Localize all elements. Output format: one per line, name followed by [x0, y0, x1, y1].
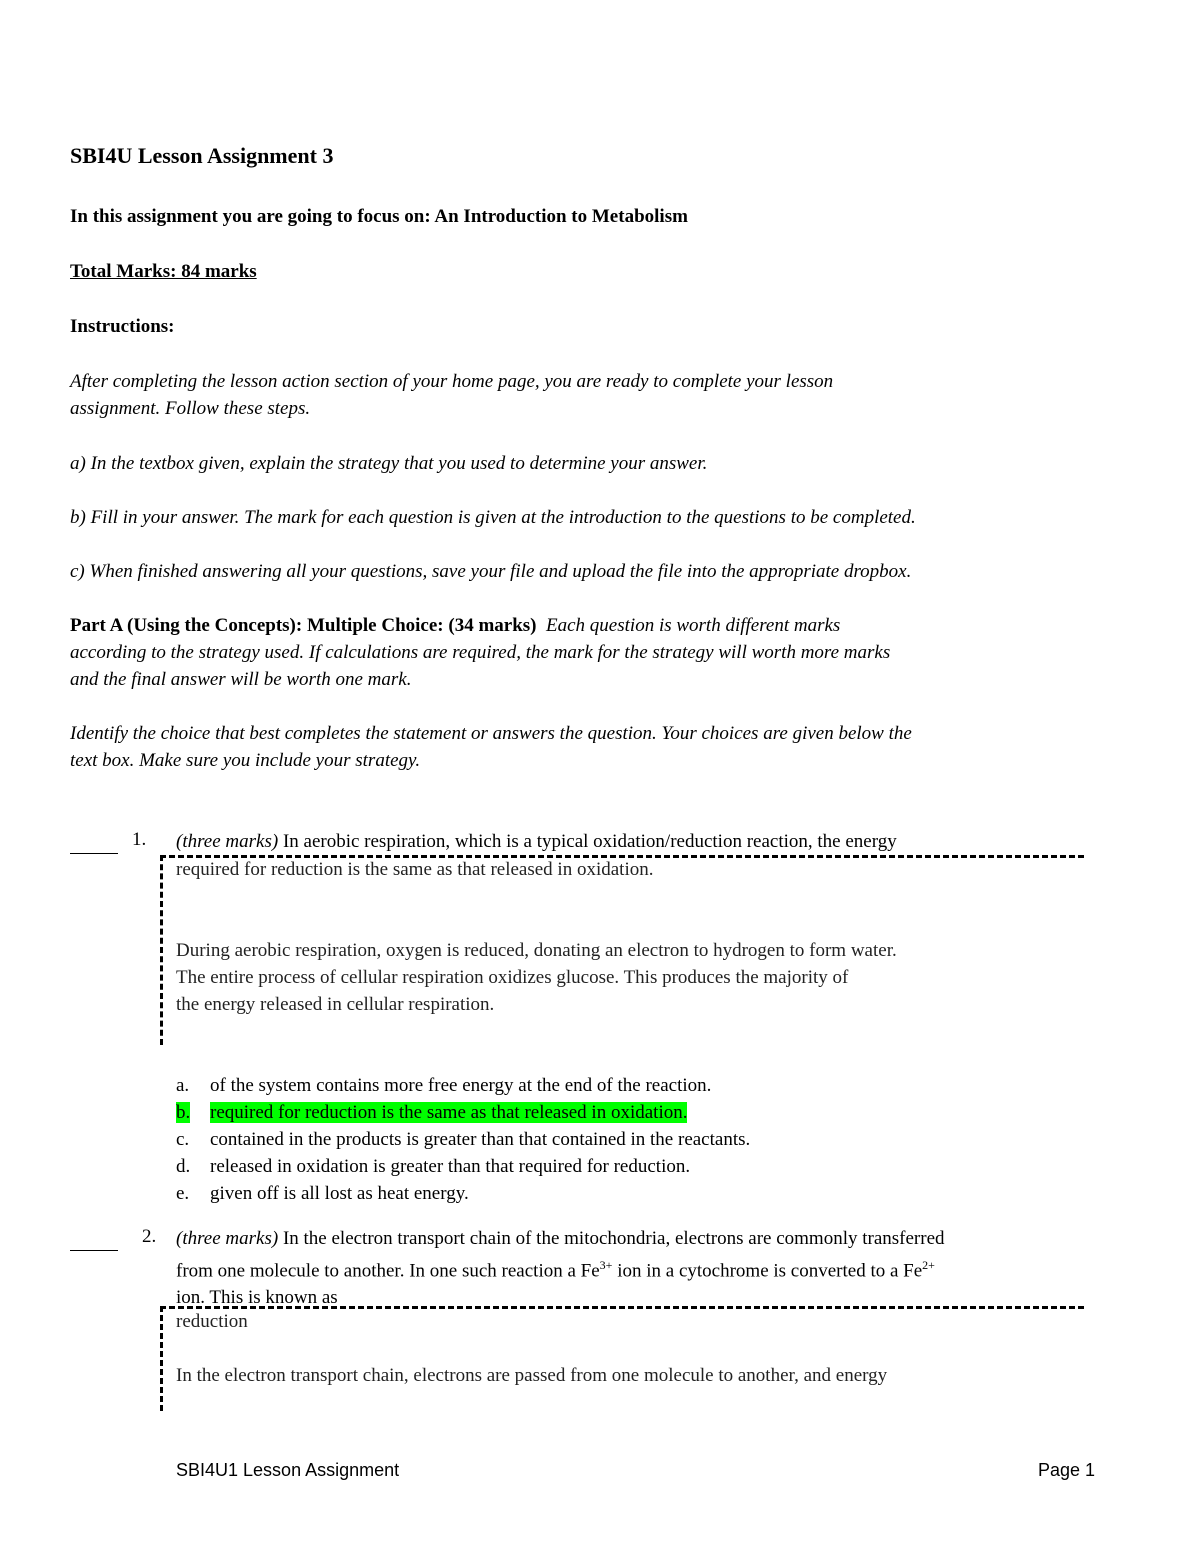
footer-page-number: Page 1	[1038, 1460, 1096, 1480]
step-c: c) When finished answering all your questions, save your file and upload the file into the appropriate dropbox.	[70, 561, 912, 582]
step-b: b) Fill in your answer. The mark for each question is given at the introduction to the questions to be completed.	[70, 507, 916, 528]
q1-strategy-line2: The entire process of cellular respiration oxidizes glucose. This produces the majority of	[176, 967, 849, 988]
identify-line1: Identify the choice that best completes the statement or answers the question. Your choices are given below the	[70, 723, 912, 744]
q2-stem-line3: ion. This is known as	[176, 1287, 338, 1309]
part-a-desc-line2: according to the strategy used. If calculations are required, the mark for the strategy will worth more marks	[70, 642, 891, 663]
q1-options	[176, 1072, 1116, 1207]
footer-document-name: SBI4U1 Lesson Assignment	[176, 1460, 400, 1480]
instructions-intro-line1: After completing the lesson action section of your home page, you are ready to complete your lesson	[70, 371, 834, 392]
q1-strategy-line1: During aerobic respiration, oxygen is reduced, donating an electron to hydrogen to form water.	[176, 940, 897, 961]
part-a-desc-line1: Each question is worth different marks	[546, 615, 841, 636]
q1-stem	[176, 828, 897, 855]
part-a-heading: Part A (Using the Concepts): Multiple Choice: (34 marks)	[70, 615, 537, 636]
q1-option-b[interactable]	[176, 1099, 1116, 1126]
document-title: SBI4U Lesson Assignment 3	[70, 143, 334, 168]
q1-strategy-text[interactable]	[176, 937, 1116, 1018]
q2-stem: (three marks) In the electron transport chain of the mitochondria, electrons are commonly transferred from one molecule to another. In one such reaction a $Fe^{3+}$ ion in a cytochrome is converted to a $Fe^{2+}$ ion. This is known as	[176, 1225, 1136, 1311]
instructions-intro-line2: assignment. Follow these steps.	[70, 398, 311, 419]
q2-number: 2.	[142, 1226, 157, 1247]
q2-strategy-text[interactable]: In the electron transport chain, electrons are passed from one molecule to another, and energy	[176, 1365, 888, 1386]
total-marks: Total Marks: 84 marks	[70, 261, 257, 282]
q1-number: 1.	[132, 829, 147, 850]
q1-option-e[interactable]: e. given off is all lost as heat energy.	[176, 1183, 469, 1204]
q1-option-d[interactable]: d. released in oxidation is greater than that required for reduction.	[176, 1156, 691, 1177]
q2-stem-line1: In the electron transport chain of the mitochondria, electrons are commonly transferred	[282, 1228, 945, 1249]
q1-option-b-text: required for reduction is the same as that released in oxidation.	[210, 1102, 688, 1123]
instructions-label: Instructions:	[70, 316, 175, 337]
q2-answer-blank[interactable]	[70, 1250, 118, 1251]
q1-stem-text: In aerobic respiration, which is a typical oxidation/reduction reaction, the energy	[282, 831, 897, 852]
q1-strategy-line3: the energy released in cellular respiration.	[176, 994, 495, 1015]
q2-textbox-left-border	[160, 1306, 163, 1411]
q1-answer-text[interactable]: required for reduction is the same as that released in oxidation.	[176, 859, 654, 880]
step-a: a) In the textbox given, explain the strategy that you used to determine your answer.	[70, 453, 708, 474]
q1-marks: (three marks)	[176, 831, 279, 852]
q1-option-b-letter: b.	[176, 1102, 191, 1123]
q1-option-a[interactable]: a. of the system contains more free energy at the end of the reaction.	[176, 1075, 712, 1096]
q1-option-c[interactable]: c. contained in the products is greater than that contained in the reactants.	[176, 1129, 751, 1150]
identify-line2: text box. Make sure you include your strategy.	[70, 750, 421, 771]
q1-answer-blank[interactable]	[70, 853, 118, 854]
assignment-focus: In this assignment you are going to focus on: An Introduction to Metabolism	[70, 206, 688, 227]
part-a-intro	[70, 612, 1140, 693]
part-a-desc-line3: and the final answer will be worth one mark.	[70, 669, 412, 690]
instructions-intro	[70, 368, 1130, 422]
q2-answer-text[interactable]: reduction	[176, 1311, 248, 1332]
q2-textbox-top-border	[160, 1306, 1084, 1309]
part-a-identify	[70, 720, 1140, 774]
q1-textbox-left-border	[160, 855, 163, 1045]
q2-marks: (three marks)	[176, 1228, 279, 1249]
